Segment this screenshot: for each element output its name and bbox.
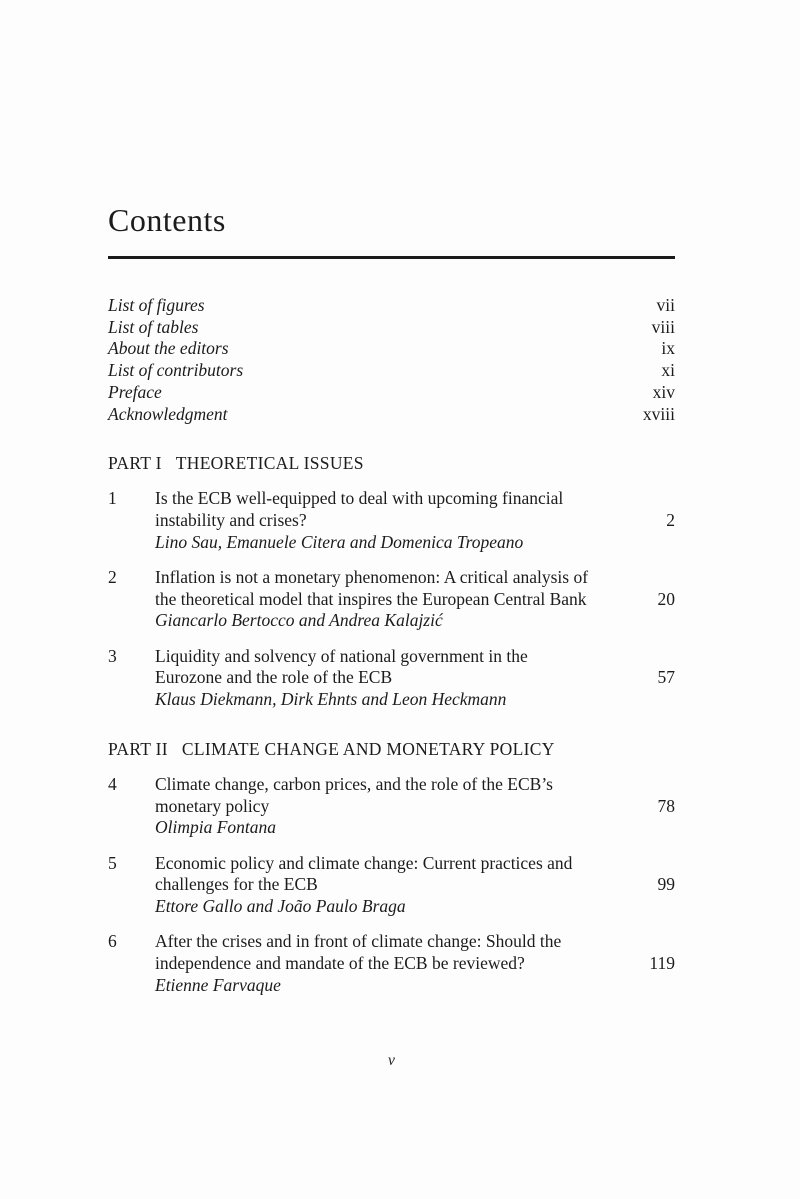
chapter-title-line: After the crises and in front of climate change: Should the: [155, 931, 562, 952]
chapter-number: 1: [108, 488, 117, 509]
front-matter-label: List of tables: [108, 316, 199, 337]
chapter-title-row: [155, 853, 675, 896]
front-matter-page-number: xviii: [642, 403, 675, 424]
front-matter-label: Preface: [108, 381, 162, 402]
chapter-title-line: Economic policy and climate change: Current practices and: [155, 852, 573, 873]
chapter-title-line: monetary policy: [155, 795, 270, 816]
front-matter-label: List of figures: [108, 295, 205, 315]
chapter-title-line: Climate change, carbon prices, and the role of the ECB’s: [155, 773, 553, 794]
chapter-entry-2: [108, 567, 675, 632]
chapter-title-line: Is the ECB well-equipped to deal with upcoming financial: [155, 488, 564, 509]
chapter-title-line: Inflation is not a monetary phenomenon: A critical analysis of: [155, 567, 589, 588]
chapter-authors: Lino Sau, Emanuele Citera and Domenica Tropeano: [155, 531, 524, 552]
title-divider-rule: [108, 256, 675, 259]
front-matter-label: List of contributors: [108, 360, 244, 381]
chapter-body: [155, 646, 675, 711]
chapter-title-row: [155, 931, 675, 974]
part-1-heading: [108, 453, 675, 475]
front-matter-label: Acknowledgment: [108, 403, 228, 424]
part-2-heading: [108, 739, 675, 761]
part-2-title: CLIMATE CHANGE AND MONETARY POLICY: [181, 738, 555, 759]
chapter-entry-1: [108, 488, 675, 553]
chapter-title-line: instability and crises?: [155, 510, 307, 531]
front-matter-page-number: xiv: [652, 381, 675, 402]
front-matter-row: [108, 295, 675, 317]
chapter-page-number: 78: [657, 795, 675, 816]
chapter-number: 2: [108, 567, 117, 588]
chapter-title: [155, 567, 588, 610]
chapter-body: [155, 853, 675, 918]
chapter-page-number: 119: [649, 952, 675, 973]
chapter-title-line: challenges for the ECB: [155, 874, 318, 895]
chapter-title-row: [155, 774, 675, 817]
front-matter-page-number: xi: [661, 360, 675, 381]
chapter-title-row: [155, 488, 675, 531]
chapter-title: [155, 774, 553, 817]
front-matter-label: About the editors: [108, 338, 229, 359]
front-matter-row: [108, 360, 675, 382]
chapter-number: 4: [108, 773, 117, 794]
chapter-number: 3: [108, 645, 117, 666]
front-matter-row: [108, 338, 675, 360]
chapter-title-line: the theoretical model that inspires the European Central Bank: [155, 588, 587, 609]
front-matter-page-number: vii: [656, 295, 675, 315]
chapter-entry-6: [108, 931, 675, 996]
chapter-body: [155, 488, 675, 553]
chapter-authors: Ettore Gallo and João Paulo Braga: [155, 895, 406, 916]
chapter-page-number: 20: [657, 588, 675, 609]
chapter-title-row: [155, 646, 675, 689]
chapter-authors: Klaus Diekmann, Dirk Ehnts and Leon Heckmann: [155, 689, 507, 710]
chapter-title-line: Liquidity and solvency of national government in the: [155, 645, 528, 666]
front-matter-list: [108, 295, 675, 425]
chapter-title: [155, 646, 528, 689]
chapter-authors: Olimpia Fontana: [155, 817, 277, 838]
chapter-body: [155, 567, 675, 632]
part-1-label: PART I: [108, 453, 162, 474]
chapter-body: [155, 931, 675, 996]
chapter-body: [155, 774, 675, 839]
chapter-title: [155, 931, 561, 974]
chapter-title: [155, 853, 572, 896]
part-1-title: THEORETICAL ISSUES: [175, 453, 364, 474]
chapter-title: [155, 488, 563, 531]
front-matter-page-number: ix: [661, 338, 675, 359]
chapter-number: 6: [108, 931, 117, 952]
chapter-page-number: 57: [657, 667, 675, 688]
chapter-page-number: 2: [666, 510, 675, 531]
chapter-title-row: [155, 567, 675, 610]
folio-page-number: v: [388, 1052, 395, 1069]
text-block: [108, 0, 675, 996]
chapter-entry-3: [108, 646, 675, 711]
page-title: Contents: [108, 202, 226, 238]
chapter-entry-5: [108, 853, 675, 918]
front-matter-row: [108, 317, 675, 339]
chapter-page-number: 99: [657, 874, 675, 895]
chapter-entry-4: [108, 774, 675, 839]
chapter-authors: Giancarlo Bertocco and Andrea Kalajzić: [155, 610, 443, 631]
front-matter-row: [108, 382, 675, 404]
chapter-title-line: Eurozone and the role of the ECB: [155, 667, 393, 688]
front-matter-page-number: viii: [651, 316, 675, 337]
front-matter-row: [108, 404, 675, 426]
part-2-label: PART II: [108, 738, 168, 759]
chapter-authors: Etienne Farvaque: [155, 974, 281, 995]
chapter-title-line: independence and mandate of the ECB be reviewed?: [155, 952, 525, 973]
chapter-number: 5: [108, 852, 117, 873]
